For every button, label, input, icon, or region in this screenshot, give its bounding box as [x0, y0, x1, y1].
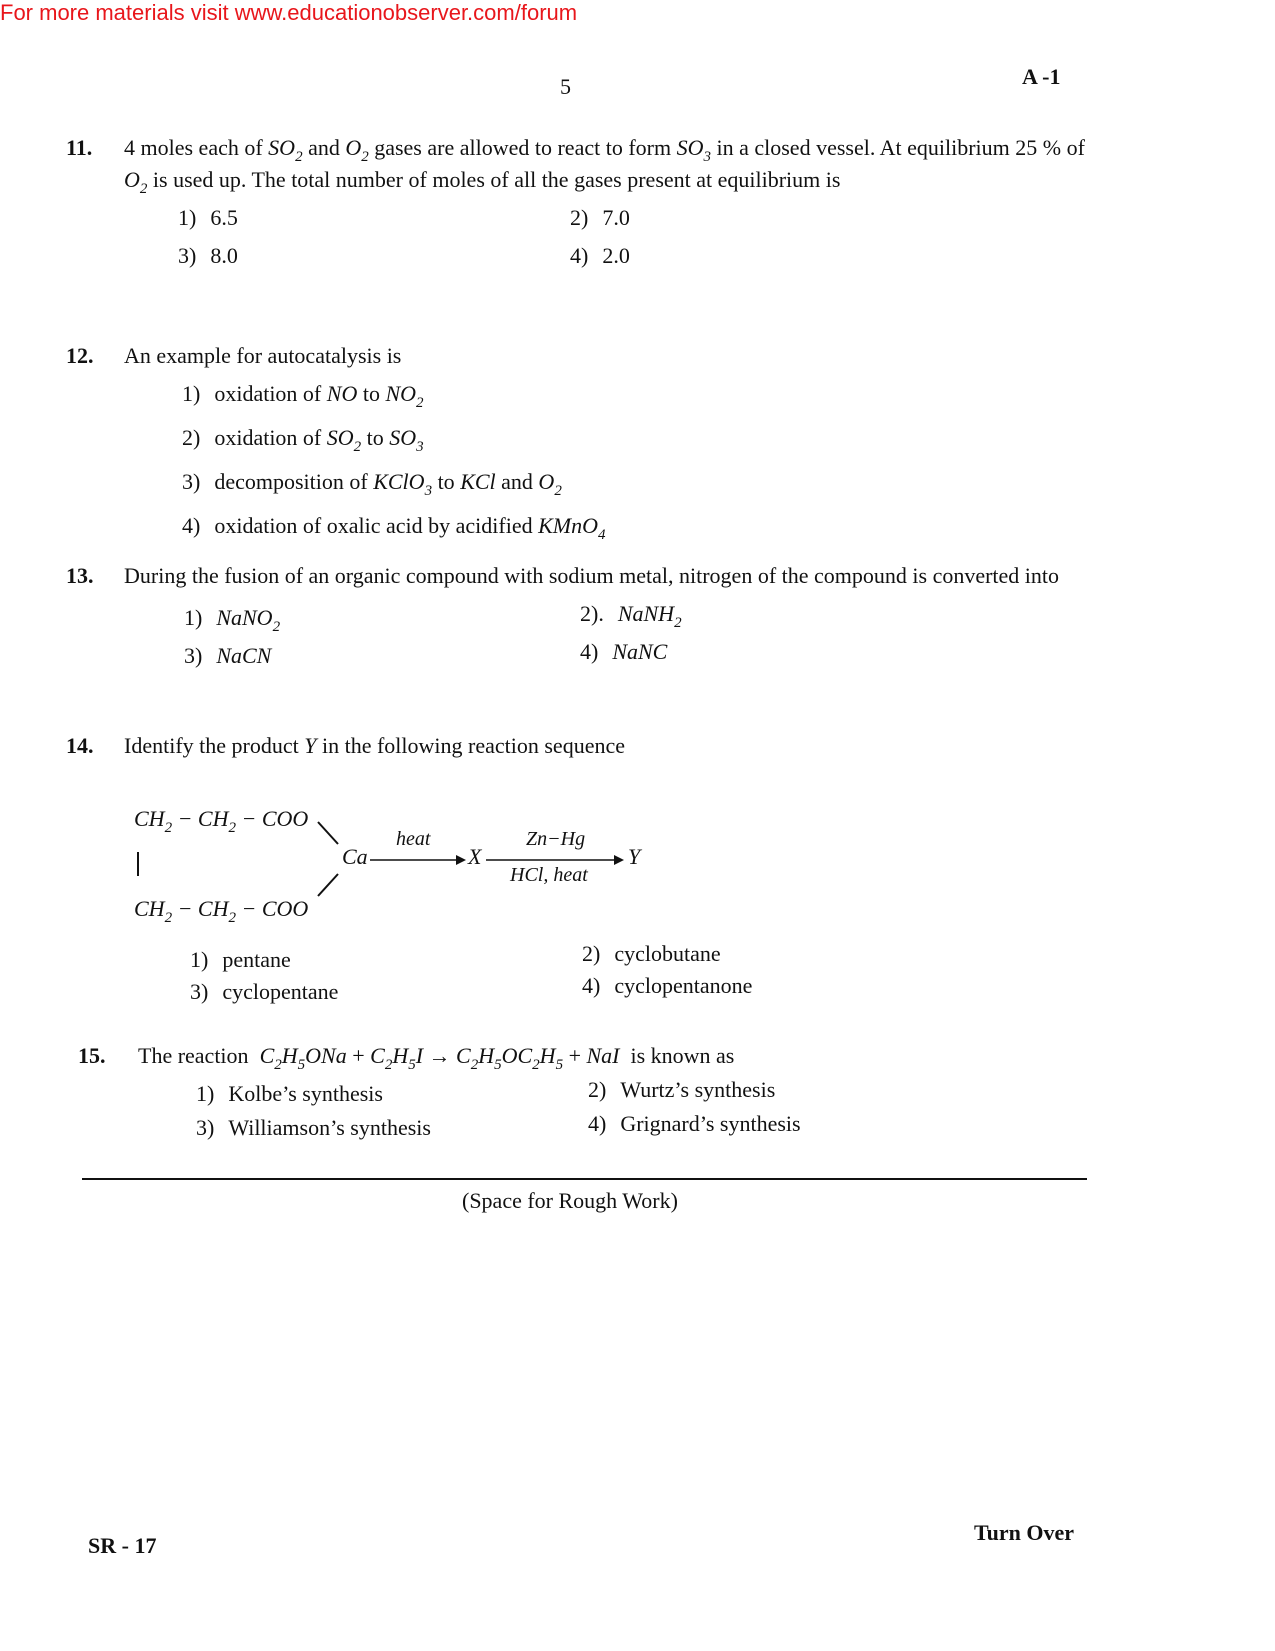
option-3: 3) decomposition of KClO$_3$ to KCl and $O_2$	[182, 469, 562, 499]
option-1: 1) oxidation of NO to $NO_2$	[182, 381, 424, 411]
question-15	[78, 1040, 1098, 1150]
question-text: Identify the product Y in the following reaction sequence	[124, 733, 625, 758]
option-2: 2) Wurtz’s synthesis	[588, 1077, 776, 1102]
option-4: 4) oxidation of oxalic acid by acidified KMnO$_4$	[182, 513, 606, 543]
watermark-link-text: For more materials visit www.educationobserver.com/forum	[0, 0, 578, 25]
bottom-chain: $CH_2 - CH_2$ − COO	[134, 896, 309, 926]
question-number: 11.	[66, 135, 93, 160]
question-text: An example for autocatalysis is	[124, 343, 402, 368]
product-y: Y	[628, 844, 641, 869]
page-number: 5	[560, 74, 571, 99]
question-number: 14.	[66, 733, 94, 758]
turn-over-label: Turn Over	[974, 1520, 1075, 1545]
rough-work-divider	[82, 1178, 1087, 1180]
paper-code: A -1	[1022, 64, 1061, 89]
calcium: Ca	[342, 844, 368, 869]
lower-ca-bond	[318, 874, 338, 896]
arrow-1-head	[456, 855, 466, 865]
option-3: 3) Williamson’s synthesis	[196, 1115, 431, 1140]
question-11	[66, 132, 1086, 272]
option-3: 3) NaCN	[184, 643, 272, 668]
question-14	[66, 730, 1086, 762]
question-number: 12.	[66, 343, 94, 368]
intermediate-x: X	[468, 844, 482, 869]
series-code: SR - 17	[88, 1533, 157, 1558]
option-2: 2). NaNH$_2$	[580, 601, 682, 631]
option-3: 3) cyclopentane	[190, 979, 339, 1004]
option-1: 1) Kolbe’s synthesis	[196, 1081, 383, 1106]
reaction-scheme	[134, 806, 754, 936]
option-1: 1) pentane	[190, 947, 291, 972]
arrow-2-top-label: Zn−Hg	[526, 828, 586, 850]
question-13	[66, 560, 1086, 678]
option-2: 2) cyclobutane	[582, 941, 721, 966]
option-4: 4) Grignard’s synthesis	[588, 1111, 801, 1136]
rough-work-label: (Space for Rough Work)	[462, 1188, 678, 1213]
arrow-2-bottom-label: HCl, heat	[510, 864, 588, 886]
question-text: 4 moles each of $SO_2$ and $O_2$ gases are allowed to react to form $SO_3$ in a closed vessel. At equilibrium 25 % of $O_2$ is used up. The total number of moles of all the gases present at equilibrium is	[124, 135, 1085, 197]
option-4: 4) 2.0	[570, 243, 630, 268]
question-text: During the fusion of an organic compound with sodium metal, nitrogen of the compound is converted into	[124, 563, 1060, 588]
question-number: 13.	[66, 563, 94, 588]
option-2: 2) oxidation of $SO_2$ to $SO_3$	[182, 425, 424, 455]
question-12	[66, 340, 1086, 558]
option-2: 2) 7.0	[570, 205, 630, 230]
option-1: 1) NaNO$_2$	[184, 605, 281, 635]
question-text: The reaction $C_2H_5ONa + C_2H_5I \to C_2H_5OC_2H_5$ + NaI is known as	[138, 1043, 735, 1073]
reaction-bonds	[134, 806, 754, 936]
question-14-options	[66, 941, 1086, 1014]
upper-ca-bond	[318, 822, 338, 844]
option-4: 4) cyclopentanone	[582, 973, 753, 998]
option-3: 3) 8.0	[178, 243, 238, 268]
arrow-1-label: heat	[396, 828, 431, 850]
option-4: 4) NaNC	[580, 639, 668, 664]
top-chain: $CH_2 - CH_2$ − COO	[134, 806, 309, 836]
option-1: 1) 6.5	[178, 205, 238, 230]
arrow-2-head	[614, 855, 624, 865]
question-number: 15.	[78, 1043, 106, 1068]
